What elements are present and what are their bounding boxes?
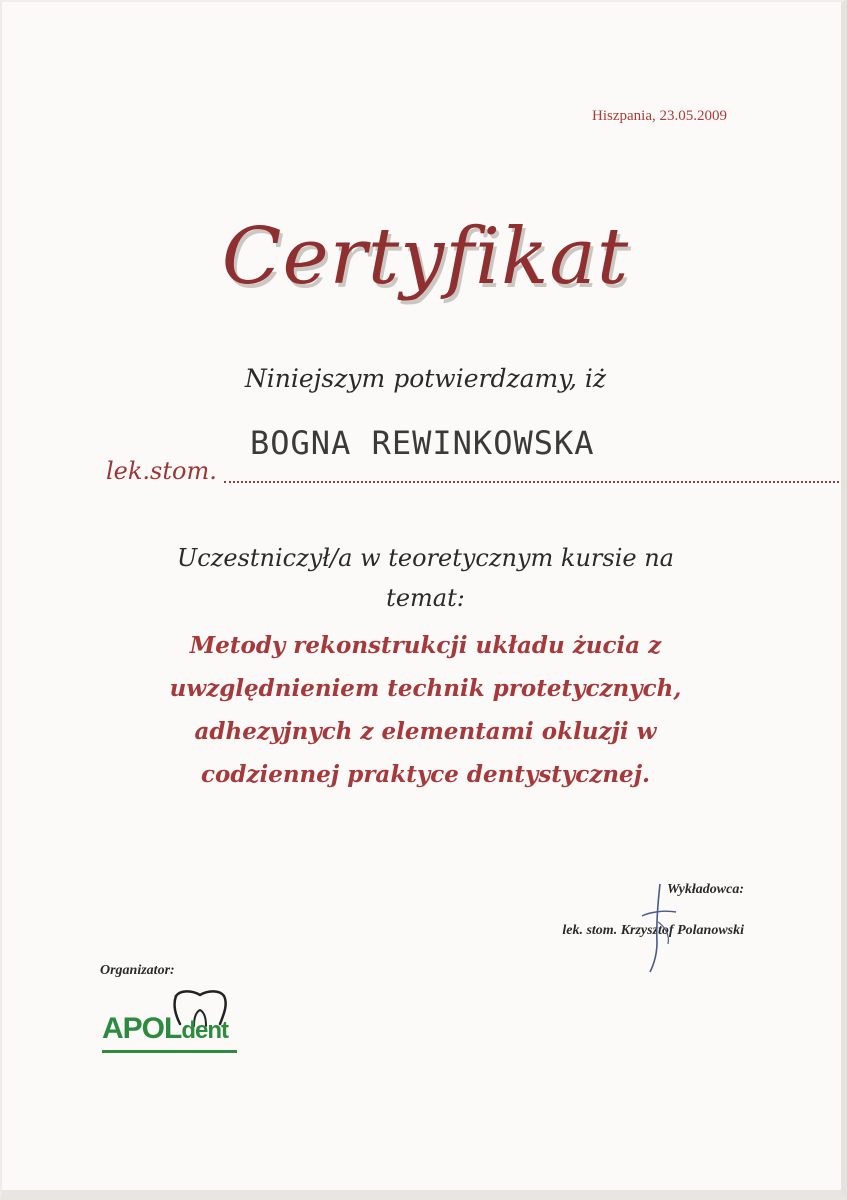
lecturer-name: lek. stom. Krzysztof Polanowski bbox=[562, 923, 744, 938]
intro-text: Niniejszym potwierdzamy, iż bbox=[244, 364, 607, 393]
dotted-line bbox=[224, 481, 839, 483]
topic-line-2: uwzględnieniem technik protetycznych, bbox=[169, 675, 682, 702]
title-prefix: lek.stom. bbox=[106, 457, 217, 485]
signature-mark bbox=[630, 882, 690, 974]
certificate-title: Certyfikat bbox=[221, 212, 630, 302]
lecturer-label: Wykładowca: bbox=[667, 882, 744, 897]
recipient-line bbox=[106, 457, 746, 497]
logo-text bbox=[102, 1012, 228, 1046]
course-topic bbox=[82, 624, 769, 796]
organizer-label: Organizator: bbox=[100, 963, 175, 978]
participation-text bbox=[2, 538, 847, 618]
topic-line-4: codziennej praktyce dentystycznej. bbox=[200, 761, 651, 788]
topic-line-1: Metody rekonstrukcji układu żucia z bbox=[189, 632, 662, 659]
logo-underline bbox=[102, 1050, 237, 1053]
place-date: Hiszpania, 23.05.2009 bbox=[592, 108, 727, 124]
logo-main: APOL bbox=[102, 1012, 182, 1045]
participation-line-2: temat: bbox=[386, 584, 465, 612]
logo-suffix: dent bbox=[181, 1017, 229, 1044]
apoldent-logo bbox=[100, 988, 245, 1060]
participation-line-1: Uczestniczył/a w teoretycznym kursie na bbox=[177, 544, 674, 572]
topic-line-3: adhezyjnych z elementami okluzji w bbox=[194, 718, 657, 745]
recipient-name: BOGNA REWINKOWSKA bbox=[250, 424, 595, 462]
